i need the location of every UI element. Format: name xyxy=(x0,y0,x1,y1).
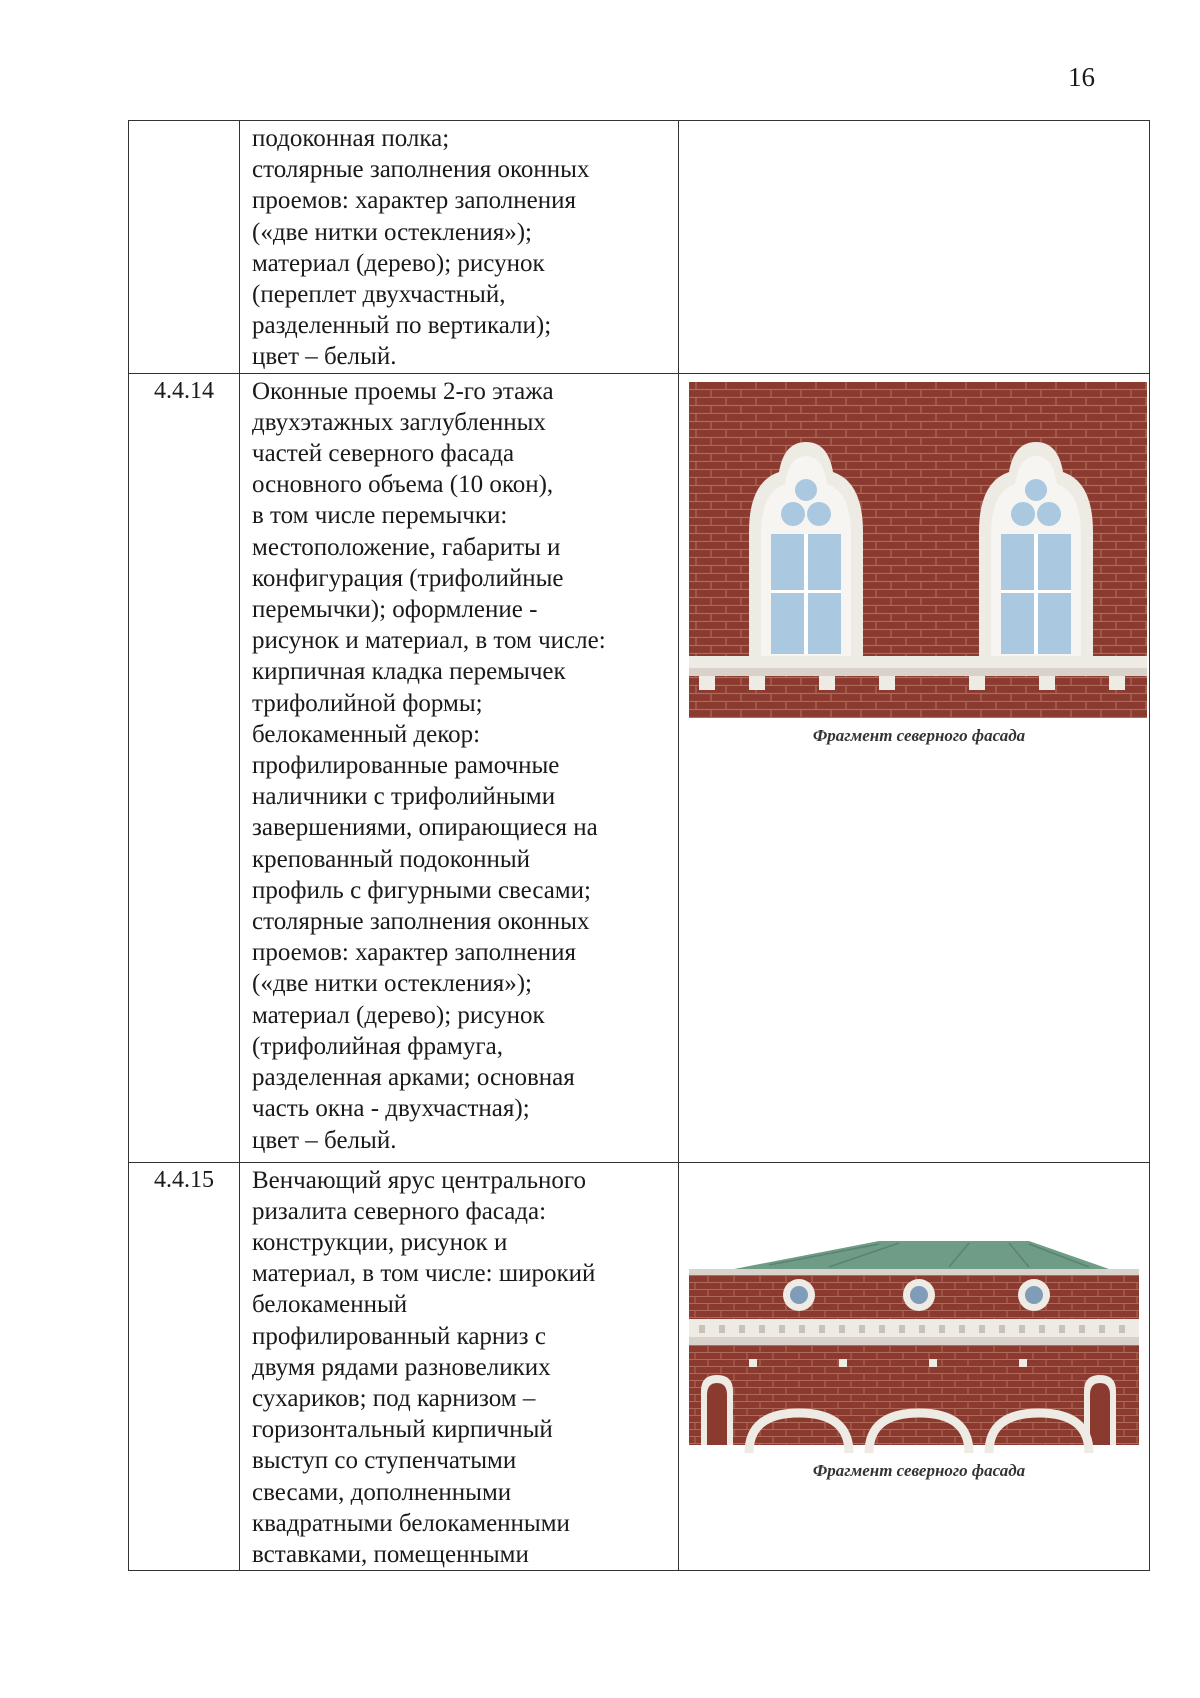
description-line: проемов: характер заполнения xyxy=(252,939,576,967)
illustration-cell xyxy=(679,373,1150,1162)
description-line: трифолийной формы; xyxy=(252,689,483,717)
description-line: двухэтажных заглубленных xyxy=(252,408,546,436)
description-line: разделенная арками; основная xyxy=(252,1064,575,1092)
description-line: профилированный карниз с xyxy=(252,1322,546,1350)
description-line: профилированные рамочные xyxy=(252,752,560,780)
page-number: 16 xyxy=(1068,62,1095,92)
description-line: двумя рядами разновеликих xyxy=(252,1353,551,1381)
description-line: выступ со ступенчатыми xyxy=(252,1447,517,1475)
description-line: («две нитки остекления»); xyxy=(252,970,532,998)
description-line: вставками, помещенными xyxy=(252,1541,529,1569)
description-line: часть окна - двухчастная); xyxy=(252,1095,530,1123)
description-line: горизонтальный кирпичный xyxy=(252,1416,553,1444)
description-line: профиль с фигурными свесами; xyxy=(252,876,592,904)
description-line: местоположение, габариты и xyxy=(252,533,561,561)
description-line: подоконная полка; xyxy=(252,125,450,152)
description-line: материал (дерево); рисунок xyxy=(252,1001,545,1029)
illustration-cell-empty xyxy=(679,121,1150,374)
description-line: цвет – белый. xyxy=(252,1126,397,1154)
table-row xyxy=(129,1162,1150,1571)
description-line: разделенный по вертикали); xyxy=(252,312,552,340)
description-line: (переплет двухчастный, xyxy=(252,281,506,309)
description-line: Оконные проемы 2-го этажа xyxy=(252,377,554,405)
description-line: столярные заполнения оконных xyxy=(252,156,590,184)
photo-north-facade-windows xyxy=(689,382,1149,746)
description-line: свесами, дополненными xyxy=(252,1478,512,1506)
description-line: («две нитки остекления»); xyxy=(252,218,532,246)
description-line: в том числе перемычки: xyxy=(252,502,508,530)
description-line: белокаменный xyxy=(252,1291,408,1319)
item-number: 4.4.15 xyxy=(129,1162,240,1571)
description-line: перемычки); оформление - xyxy=(252,596,538,624)
description-line: сухариков; под карнизом – xyxy=(252,1385,536,1413)
description-line: конструкции, рисунок и xyxy=(252,1229,508,1257)
table-row xyxy=(129,373,1150,1162)
item-number xyxy=(129,121,240,374)
description-line: проемов: характер заполнения xyxy=(252,187,576,215)
illustration-cell xyxy=(679,1162,1150,1571)
description-line: Венчающий ярус центрального xyxy=(252,1166,587,1194)
description-line: цвет – белый. xyxy=(252,343,397,371)
description-line: ризалита северного фасада: xyxy=(252,1197,547,1225)
photo-caption: Фрагмент северного фасада xyxy=(812,725,1026,745)
description-line: завершениями, опирающиеся на xyxy=(252,814,598,842)
table-row xyxy=(129,121,1150,374)
item-description xyxy=(240,373,679,1162)
description-line: материал, в том числе: широкий xyxy=(252,1260,596,1288)
description-line: крепованный подоконный xyxy=(252,845,531,873)
description-line: материал (дерево); рисунок xyxy=(252,249,545,277)
description-line: основного объема (10 окон), xyxy=(252,471,554,499)
item-description xyxy=(240,121,679,374)
description-line: кирпичная кладка перемычек xyxy=(252,658,566,686)
description-line: наличники с трифолийными xyxy=(252,783,556,811)
photo-caption: Фрагмент северного фасада xyxy=(812,1460,1026,1480)
description-line: частей северного фасада xyxy=(252,440,515,468)
description-line: белокаменный декор: xyxy=(252,720,481,748)
description-line: столярные заполнения оконных xyxy=(252,908,590,936)
item-description xyxy=(240,1162,679,1571)
item-number: 4.4.14 xyxy=(129,373,240,1162)
description-line: квадратными белокаменными xyxy=(252,1509,570,1537)
specification-table xyxy=(128,120,1150,1571)
description-line: (трифолийная фрамуга, xyxy=(252,1032,503,1060)
photo-north-facade-cornice xyxy=(689,1241,1149,1481)
description-line: конфигурация (трифолийные xyxy=(252,564,564,592)
description-line: рисунок и материал, в том числе: xyxy=(252,627,606,655)
